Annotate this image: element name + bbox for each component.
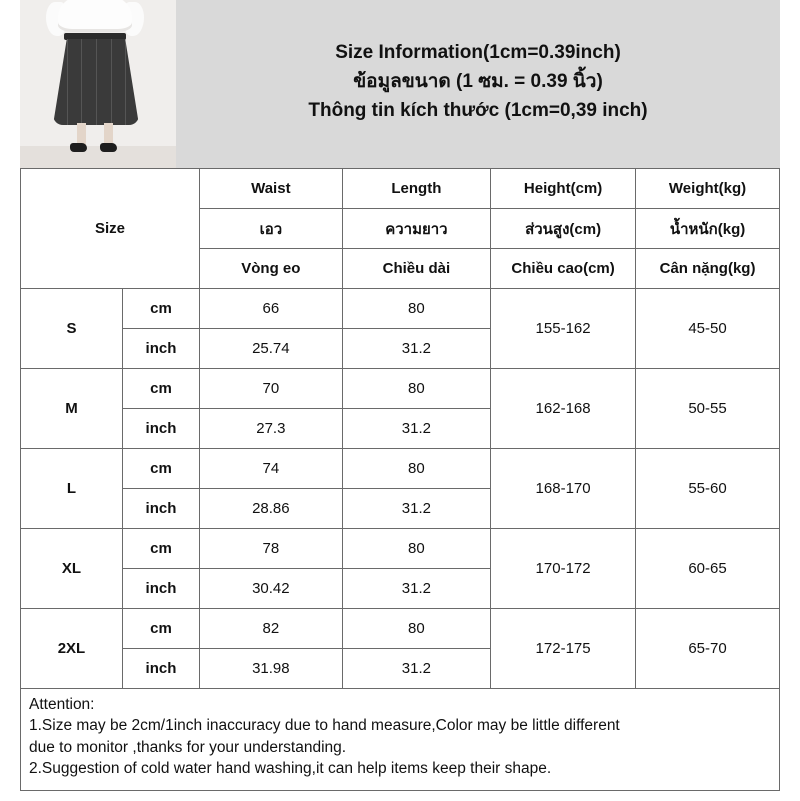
row-unit-cm: cm	[122, 449, 199, 489]
cell-height: 170-172	[491, 529, 636, 609]
title-english: Size Information(1cm=0.39inch)	[335, 42, 621, 64]
row-unit-inch: inch	[122, 409, 199, 449]
table-row	[21, 609, 780, 649]
photo-skirt-pleat	[96, 39, 97, 125]
photo-skirt-pleat	[67, 39, 68, 125]
cell-waist-inch: 25.74	[199, 329, 342, 369]
col-header-waist-en: Waist	[199, 169, 342, 209]
row-unit-cm: cm	[122, 609, 199, 649]
col-header-weight-en: Weight(kg)	[636, 169, 780, 209]
photo-leg-left	[77, 123, 86, 145]
cell-waist-inch: 31.98	[199, 649, 342, 689]
cell-height: 162-168	[491, 369, 636, 449]
row-unit-inch: inch	[122, 649, 199, 689]
cell-waist-cm: 78	[199, 529, 342, 569]
cell-waist-inch: 28.86	[199, 489, 342, 529]
cell-length-inch: 31.2	[342, 649, 490, 689]
photo-floor	[20, 146, 176, 168]
col-header-length-th: ความยาว	[342, 209, 490, 249]
row-unit-cm: cm	[122, 369, 199, 409]
col-header-height-vi: Chiều cao(cm)	[491, 249, 636, 289]
cell-length-cm: 80	[342, 529, 490, 569]
photo-waistband	[64, 33, 126, 40]
cell-weight: 50-55	[636, 369, 780, 449]
cell-waist-cm: 70	[199, 369, 342, 409]
photo-leg-right	[104, 123, 113, 145]
table-row	[21, 449, 780, 489]
attention-line-1: 1.Size may be 2cm/1inch inaccuracy due to hand measure,Color may be little different	[29, 717, 620, 735]
photo-skirt-pleat	[111, 39, 112, 125]
row-size-label: 2XL	[21, 609, 123, 689]
col-header-weight-th: น้ำหนัก(kg)	[636, 209, 780, 249]
cell-weight: 65-70	[636, 609, 780, 689]
cell-length-inch: 31.2	[342, 489, 490, 529]
table-row	[21, 369, 780, 409]
row-unit-cm: cm	[122, 529, 199, 569]
size-header-cell: Size	[21, 169, 200, 289]
attention-line-2: due to monitor ,thanks for your understanding.	[29, 738, 347, 756]
col-header-weight-vi: Cân nặng(kg)	[636, 249, 780, 289]
cell-length-inch: 31.2	[342, 569, 490, 609]
photo-skirt	[53, 39, 139, 125]
product-photo	[20, 0, 176, 168]
cell-height: 168-170	[491, 449, 636, 529]
col-header-length-vi: Chiều dài	[342, 249, 490, 289]
photo-shoe-right	[100, 143, 117, 152]
photo-skirt-pleat	[125, 39, 126, 125]
title-thai: ข้อมูลขนาด (1 ซม. = 0.39 นิ้ว)	[353, 71, 603, 93]
col-header-waist-th: เอว	[199, 209, 342, 249]
col-header-length-en: Length	[342, 169, 490, 209]
cell-length-cm: 80	[342, 449, 490, 489]
cell-length-inch: 31.2	[342, 409, 490, 449]
header-area	[20, 0, 780, 168]
attention-box	[20, 689, 780, 791]
row-unit-inch: inch	[122, 569, 199, 609]
row-size-label: M	[21, 369, 123, 449]
row-size-label: L	[21, 449, 123, 529]
row-size-label: XL	[21, 529, 123, 609]
cell-waist-cm: 74	[199, 449, 342, 489]
cell-length-cm: 80	[342, 289, 490, 329]
cell-length-cm: 80	[342, 369, 490, 409]
cell-waist-inch: 27.3	[199, 409, 342, 449]
photo-blouse	[58, 0, 132, 32]
table-row	[21, 289, 780, 329]
cell-waist-cm: 82	[199, 609, 342, 649]
row-size-label: S	[21, 289, 123, 369]
cell-weight: 60-65	[636, 529, 780, 609]
table-row	[21, 529, 780, 569]
cell-weight: 55-60	[636, 449, 780, 529]
bottom-spacer	[0, 791, 800, 801]
cell-waist-cm: 66	[199, 289, 342, 329]
cell-length-inch: 31.2	[342, 329, 490, 369]
cell-length-cm: 80	[342, 609, 490, 649]
photo-skirt-pleat	[81, 39, 82, 125]
row-unit-cm: cm	[122, 289, 199, 329]
size-table	[20, 168, 780, 689]
attention-line-3: 2.Suggestion of cold water hand washing,it can help items keep their shape.	[29, 760, 552, 778]
row-unit-inch: inch	[122, 329, 199, 369]
cell-height: 172-175	[491, 609, 636, 689]
title-vietnamese: Thông tin kích thước (1cm=0,39 inch)	[308, 99, 648, 121]
table-header-row-en	[21, 169, 780, 209]
row-unit-inch: inch	[122, 489, 199, 529]
cell-height: 155-162	[491, 289, 636, 369]
cell-weight: 45-50	[636, 289, 780, 369]
col-header-waist-vi: Vòng eo	[199, 249, 342, 289]
cell-waist-inch: 30.42	[199, 569, 342, 609]
col-header-height-en: Height(cm)	[491, 169, 636, 209]
col-header-height-th: ส่วนสูง(cm)	[491, 209, 636, 249]
attention-heading: Attention:	[29, 696, 95, 713]
photo-shoe-left	[70, 143, 87, 152]
title-block	[176, 0, 780, 168]
